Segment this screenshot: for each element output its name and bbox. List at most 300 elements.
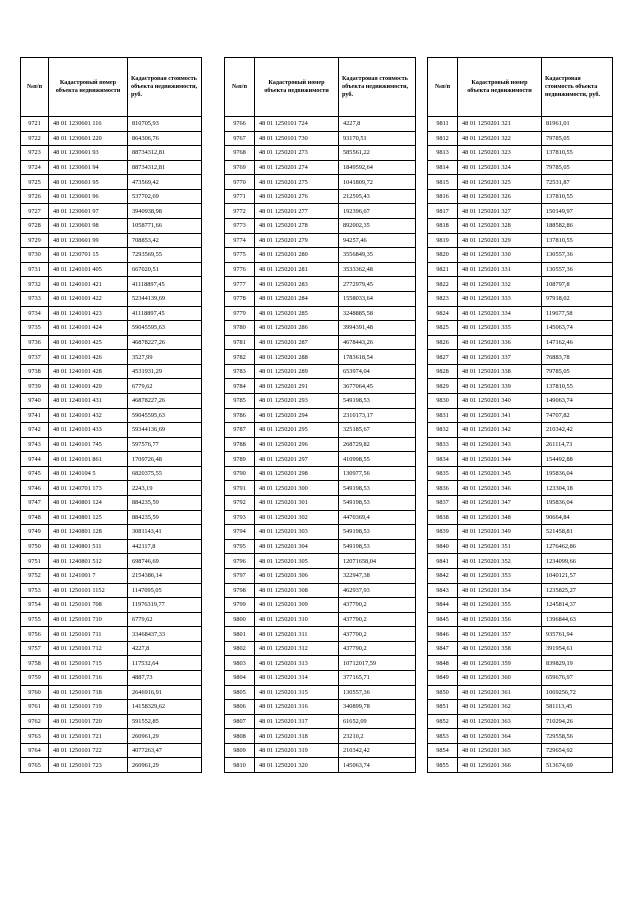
table-row (428, 510, 613, 525)
table-row (428, 758, 613, 773)
table-row (21, 379, 202, 394)
cadastral-number: 48 01 1250201 334 (458, 306, 542, 321)
cadastral-number: 48 01 1230601 96 (49, 189, 128, 204)
register-table-2 (224, 57, 416, 773)
cadastral-value: 377165,71 (339, 670, 416, 685)
table-row (21, 423, 202, 438)
cadastral-value: 708853,42 (128, 233, 202, 248)
row-number: 9747 (21, 496, 49, 511)
cadastral-value: 729654,92 (542, 743, 613, 758)
row-number: 9807 (225, 714, 255, 729)
cadastral-number: 48 01 1250201 288 (255, 350, 339, 365)
row-number: 9830 (428, 393, 458, 408)
cadastral-number: 48 01 1240101 861 (49, 452, 128, 467)
table-row (428, 248, 613, 263)
row-number: 9810 (225, 758, 255, 773)
table-row (21, 350, 202, 365)
table-row (21, 481, 202, 496)
row-number: 9764 (21, 743, 49, 758)
cadastral-number: 48 01 1250201 283 (255, 277, 339, 292)
cadastral-value: 935761,94 (542, 627, 613, 642)
cadastral-number: 48 01 1250201 281 (255, 262, 339, 277)
row-number: 9843 (428, 583, 458, 598)
table-row (428, 496, 613, 511)
row-number: 9851 (428, 700, 458, 715)
table-row (428, 714, 613, 729)
cadastral-number: 48 01 1250201 308 (255, 583, 339, 598)
cadastral-value: 437790,2 (339, 627, 416, 642)
cadastral-value: 549198,53 (339, 539, 416, 554)
table-row (225, 291, 416, 306)
cadastral-value: 1709726,48 (128, 452, 202, 467)
table-row (225, 656, 416, 671)
cadastral-value: 1147095,05 (128, 583, 202, 598)
table-row (428, 729, 613, 744)
cadastral-number: 48 01 1230601 94 (49, 160, 128, 175)
row-number: 9727 (21, 204, 49, 219)
row-number: 9758 (21, 656, 49, 671)
row-number: 9809 (225, 743, 255, 758)
table-row (225, 248, 416, 263)
cadastral-value: 585561,22 (339, 146, 416, 161)
table-row (225, 685, 416, 700)
cadastral-value: 11976319,77 (128, 598, 202, 613)
cadastral-value: 210342,42 (542, 423, 613, 438)
table-row (21, 277, 202, 292)
row-number: 9835 (428, 466, 458, 481)
cadastral-value: 1234099,66 (542, 554, 613, 569)
row-number: 9822 (428, 277, 458, 292)
row-number: 9821 (428, 262, 458, 277)
cadastral-value: 130557,36 (339, 685, 416, 700)
row-number: 9803 (225, 656, 255, 671)
row-number: 9754 (21, 598, 49, 613)
cadastral-value: 74707,82 (542, 408, 613, 423)
cadastral-value: 90664,84 (542, 510, 613, 525)
row-number: 9751 (21, 554, 49, 569)
table-row (225, 525, 416, 540)
table-row (225, 554, 416, 569)
cadastral-value: 137810,55 (542, 146, 613, 161)
cadastral-number: 48 01 1250201 326 (458, 189, 542, 204)
cadastral-number: 48 01 1250201 303 (255, 525, 339, 540)
table-row (21, 539, 202, 554)
cadastral-value: 549198,53 (339, 481, 416, 496)
table-row (21, 641, 202, 656)
cadastral-number: 48 01 1250201 344 (458, 452, 542, 467)
cadastral-number: 48 01 1250201 357 (458, 627, 542, 642)
cadastral-value: 1558033,64 (339, 291, 416, 306)
cadastral-number: 48 01 1250201 321 (458, 117, 542, 132)
table-row (428, 627, 613, 642)
cadastral-value: 521458,81 (542, 525, 613, 540)
cadastral-value: 581113,45 (542, 700, 613, 715)
table-row (225, 131, 416, 146)
cadastral-number: 48 01 1240701 173 (49, 481, 128, 496)
cadastral-number: 48 01 1241001 7 (49, 568, 128, 583)
table-row (428, 700, 613, 715)
cadastral-value: 4470369,4 (339, 510, 416, 525)
cadastral-value: 653974,04 (339, 364, 416, 379)
table-row (21, 656, 202, 671)
table-row (225, 568, 416, 583)
cadastral-value: 4887,73 (128, 670, 202, 685)
table-row (21, 598, 202, 613)
cadastral-value: 137810,55 (542, 379, 613, 394)
row-number: 9844 (428, 598, 458, 613)
cadastral-number: 48 01 1250201 348 (458, 510, 542, 525)
row-number: 9737 (21, 350, 49, 365)
cadastral-value: 437790,2 (339, 641, 416, 656)
cadastral-value: 2243,19 (128, 481, 202, 496)
cadastral-value: 6820375,55 (128, 466, 202, 481)
cadastral-value: 3677064,45 (339, 379, 416, 394)
cadastral-value: 59344136,69 (128, 423, 202, 438)
cadastral-number: 48 01 1240801 124 (49, 496, 128, 511)
row-number: 9802 (225, 641, 255, 656)
cadastral-number: 48 01 1250201 278 (255, 219, 339, 234)
table-row (225, 612, 416, 627)
header-num: №п/п (21, 58, 49, 117)
table-row (21, 189, 202, 204)
cadastral-value: 94257,46 (339, 233, 416, 248)
cadastral-number: 48 01 1250201 310 (255, 612, 339, 627)
table-row (21, 131, 202, 146)
table-row (428, 612, 613, 627)
cadastral-number: 48 01 1250201 345 (458, 466, 542, 481)
cadastral-value: 437790,2 (339, 598, 416, 613)
row-number: 9735 (21, 321, 49, 336)
cadastral-number: 48 01 1240104 5 (49, 466, 128, 481)
table-row (428, 554, 613, 569)
row-number: 9731 (21, 262, 49, 277)
cadastral-value: 3248885,58 (339, 306, 416, 321)
row-number: 9771 (225, 189, 255, 204)
row-number: 9781 (225, 335, 255, 350)
cadastral-number: 48 01 1250101 720 (49, 714, 128, 729)
table-row (21, 466, 202, 481)
cadastral-number: 48 01 1240101 745 (49, 437, 128, 452)
cadastral-value: 892002,35 (339, 219, 416, 234)
cadastral-number: 48 01 1250201 273 (255, 146, 339, 161)
row-number: 9853 (428, 729, 458, 744)
row-number: 9746 (21, 481, 49, 496)
cadastral-value: 147162,46 (542, 335, 613, 350)
table-row (225, 204, 416, 219)
table-body (21, 117, 202, 773)
table-row (21, 496, 202, 511)
row-number: 9765 (21, 758, 49, 773)
cadastral-number: 48 01 1250201 361 (458, 685, 542, 700)
table-row (428, 437, 613, 452)
table-row (225, 262, 416, 277)
table-row (225, 758, 416, 773)
table-row (21, 510, 202, 525)
cadastral-number: 48 01 1240801 128 (49, 525, 128, 540)
header-cadastral-number: Кадастровый номер объекта недвижимости (255, 58, 339, 117)
table-row (428, 539, 613, 554)
table-row (225, 321, 416, 336)
header-cadastral-value: Кадастровая стоимость объекта недвижимости, руб. (542, 58, 613, 117)
cadastral-number: 48 01 1250201 324 (458, 160, 542, 175)
cadastral-number: 48 01 1250201 327 (458, 204, 542, 219)
cadastral-value: 260961,29 (128, 758, 202, 773)
cadastral-value: 839829,19 (542, 656, 613, 671)
cadastral-number: 48 01 1250201 346 (458, 481, 542, 496)
row-number: 9816 (428, 189, 458, 204)
row-number: 9829 (428, 379, 458, 394)
row-number: 9757 (21, 641, 49, 656)
cadastral-value: 123304,18 (542, 481, 613, 496)
table-row (21, 204, 202, 219)
row-number: 9820 (428, 248, 458, 263)
cadastral-value: 41118897,45 (128, 277, 202, 292)
cadastral-number: 48 01 1250101 708 (49, 598, 128, 613)
row-number: 9766 (225, 117, 255, 132)
table-row (225, 714, 416, 729)
table-row (21, 117, 202, 132)
row-number: 9724 (21, 160, 49, 175)
cadastral-value: 41118897,45 (128, 306, 202, 321)
row-number: 9811 (428, 117, 458, 132)
cadastral-number: 48 01 1250101 723 (49, 758, 128, 773)
cadastral-number: 48 01 1250201 333 (458, 291, 542, 306)
cadastral-number: 48 01 1250201 353 (458, 568, 542, 583)
table-row (428, 423, 613, 438)
table-row (21, 175, 202, 190)
table-row (225, 379, 416, 394)
table-row (428, 306, 613, 321)
cadastral-number: 48 01 1230601 116 (49, 117, 128, 132)
cadastral-number: 48 01 1250201 358 (458, 641, 542, 656)
cadastral-number: 48 01 1250201 302 (255, 510, 339, 525)
cadastral-value: 884235,59 (128, 496, 202, 511)
row-number: 9732 (21, 277, 49, 292)
cadastral-number: 48 01 1230601 93 (49, 146, 128, 161)
row-number: 9789 (225, 452, 255, 467)
cadastral-number: 48 01 1250201 325 (458, 175, 542, 190)
table-row (225, 598, 416, 613)
cadastral-number: 48 01 1250201 320 (255, 758, 339, 773)
row-number: 9779 (225, 306, 255, 321)
row-number: 9734 (21, 306, 49, 321)
cadastral-value: 88734312,81 (128, 146, 202, 161)
cadastral-value: 340899,78 (339, 700, 416, 715)
table-row (21, 364, 202, 379)
table-row (225, 700, 416, 715)
cadastral-number: 48 01 1250201 330 (458, 248, 542, 263)
cadastral-number: 48 01 1250201 304 (255, 539, 339, 554)
cadastral-number: 48 01 1240101 428 (49, 364, 128, 379)
header-num: №п/п (428, 58, 458, 117)
cadastral-value: 268729,82 (339, 437, 416, 452)
row-number: 9814 (428, 160, 458, 175)
row-number: 9728 (21, 219, 49, 234)
row-number: 9824 (428, 306, 458, 321)
cadastral-value: 810705,93 (128, 117, 202, 132)
cadastral-number: 48 01 1250101 718 (49, 685, 128, 700)
cadastral-value: 710294,26 (542, 714, 613, 729)
cadastral-value: 137810,55 (542, 233, 613, 248)
row-number: 9733 (21, 291, 49, 306)
header-row (225, 58, 416, 117)
cadastral-value: 1849592,64 (339, 160, 416, 175)
row-number: 9722 (21, 131, 49, 146)
row-number: 9796 (225, 554, 255, 569)
cadastral-value: 130557,36 (542, 262, 613, 277)
cadastral-value: 325185,67 (339, 423, 416, 438)
cadastral-number: 48 01 1250101 716 (49, 670, 128, 685)
cadastral-number: 48 01 1250201 313 (255, 656, 339, 671)
cadastral-number: 48 01 1250201 280 (255, 248, 339, 263)
cadastral-value: 108797,8 (542, 277, 613, 292)
cadastral-value: 2772979,45 (339, 277, 416, 292)
cadastral-number: 48 01 1250101 711 (49, 627, 128, 642)
cadastral-value: 4531931,29 (128, 364, 202, 379)
row-number: 9792 (225, 496, 255, 511)
cadastral-number: 48 01 1250201 301 (255, 496, 339, 511)
cadastral-number: 48 01 1250201 331 (458, 262, 542, 277)
row-number: 9846 (428, 627, 458, 642)
table-row (225, 335, 416, 350)
table-row (21, 437, 202, 452)
cadastral-number: 48 01 1250101 721 (49, 729, 128, 744)
row-number: 9817 (428, 204, 458, 219)
cadastral-value: 4077263,47 (128, 743, 202, 758)
row-number: 9761 (21, 700, 49, 715)
row-number: 9770 (225, 175, 255, 190)
header-cadastral-number: Кадастровый номер объекта недвижимости (49, 58, 128, 117)
row-number: 9831 (428, 408, 458, 423)
table-row (225, 160, 416, 175)
table-row (428, 291, 613, 306)
row-number: 9804 (225, 670, 255, 685)
row-number: 9745 (21, 466, 49, 481)
cadastral-number: 48 01 1250201 319 (255, 743, 339, 758)
table-row (21, 233, 202, 248)
table-row (225, 146, 416, 161)
cadastral-number: 48 01 1230601 99 (49, 233, 128, 248)
table-row (428, 277, 613, 292)
table-row (428, 117, 613, 132)
cadastral-value: 1058771,66 (128, 219, 202, 234)
header-row (21, 58, 202, 117)
cadastral-value: 442117,8 (128, 539, 202, 554)
cadastral-value: 1245814,37 (542, 598, 613, 613)
row-number: 9729 (21, 233, 49, 248)
cadastral-number: 48 01 1250201 314 (255, 670, 339, 685)
cadastral-value: 46878227,26 (128, 335, 202, 350)
cadastral-number: 48 01 1250201 294 (255, 408, 339, 423)
cadastral-number: 48 01 1250201 349 (458, 525, 542, 540)
cadastral-number: 48 01 1240801 512 (49, 554, 128, 569)
cadastral-number: 48 01 1250201 365 (458, 743, 542, 758)
row-number: 9769 (225, 160, 255, 175)
row-number: 9777 (225, 277, 255, 292)
row-number: 9726 (21, 189, 49, 204)
cadastral-value: 52344139,69 (128, 291, 202, 306)
cadastral-value: 93170,51 (339, 131, 416, 146)
cadastral-value: 212595,43 (339, 189, 416, 204)
cadastral-value: 61652,09 (339, 714, 416, 729)
cadastral-number: 48 01 1250201 338 (458, 364, 542, 379)
table-row (225, 306, 416, 321)
table-row (225, 277, 416, 292)
row-number: 9839 (428, 525, 458, 540)
row-number: 9832 (428, 423, 458, 438)
row-number: 9825 (428, 321, 458, 336)
table-row (428, 335, 613, 350)
table-row (428, 685, 613, 700)
cadastral-number: 48 01 1250201 323 (458, 146, 542, 161)
row-number: 9780 (225, 321, 255, 336)
cadastral-number: 48 01 1250201 279 (255, 233, 339, 248)
cadastral-number: 48 01 1250201 295 (255, 423, 339, 438)
cadastral-number: 48 01 1250201 274 (255, 160, 339, 175)
row-number: 9740 (21, 393, 49, 408)
cadastral-value: 261114,73 (542, 437, 613, 452)
cadastral-number: 48 01 1250201 286 (255, 321, 339, 336)
table-row (428, 189, 613, 204)
cadastral-number: 48 01 1250201 285 (255, 306, 339, 321)
cadastral-number: 48 01 1230601 220 (49, 131, 128, 146)
row-number: 9774 (225, 233, 255, 248)
cadastral-value: 6779,62 (128, 612, 202, 627)
cadastral-value: 97918,02 (542, 291, 613, 306)
row-number: 9833 (428, 437, 458, 452)
cadastral-number: 48 01 1250201 289 (255, 364, 339, 379)
cadastral-number: 48 01 1240801 125 (49, 510, 128, 525)
table-row (428, 466, 613, 481)
table-row (428, 393, 613, 408)
cadastral-value: 195836,04 (542, 466, 613, 481)
table-row (428, 379, 613, 394)
cadastral-value: 3527,99 (128, 350, 202, 365)
cadastral-value: 597576,77 (128, 437, 202, 452)
table-row (225, 350, 416, 365)
row-number: 9801 (225, 627, 255, 642)
cadastral-number: 48 01 1250201 316 (255, 700, 339, 715)
row-number: 9744 (21, 452, 49, 467)
table-row (225, 175, 416, 190)
cadastral-value: 864306,76 (128, 131, 202, 146)
row-number: 9767 (225, 131, 255, 146)
table-row (21, 714, 202, 729)
cadastral-value: 410998,55 (339, 452, 416, 467)
row-number: 9730 (21, 248, 49, 263)
cadastral-number: 48 01 1250201 340 (458, 393, 542, 408)
cadastral-number: 48 01 1250201 342 (458, 423, 542, 438)
row-number: 9749 (21, 525, 49, 540)
table-row (225, 233, 416, 248)
row-number: 9847 (428, 641, 458, 656)
cadastral-number: 48 01 1240101 424 (49, 321, 128, 336)
cadastral-number: 48 01 1250101 719 (49, 700, 128, 715)
cadastral-value: 79785,05 (542, 364, 613, 379)
cadastral-number: 48 01 1240101 426 (49, 350, 128, 365)
cadastral-number: 48 01 1250201 287 (255, 335, 339, 350)
row-number: 9823 (428, 291, 458, 306)
row-number: 9794 (225, 525, 255, 540)
table-row (225, 627, 416, 642)
cadastral-number: 48 01 1250101 722 (49, 743, 128, 758)
cadastral-value: 23210,2 (339, 729, 416, 744)
row-number: 9797 (225, 568, 255, 583)
table-row (428, 656, 613, 671)
cadastral-number: 48 01 1240101 429 (49, 379, 128, 394)
row-number: 9841 (428, 554, 458, 569)
cadastral-value: 698746,69 (128, 554, 202, 569)
